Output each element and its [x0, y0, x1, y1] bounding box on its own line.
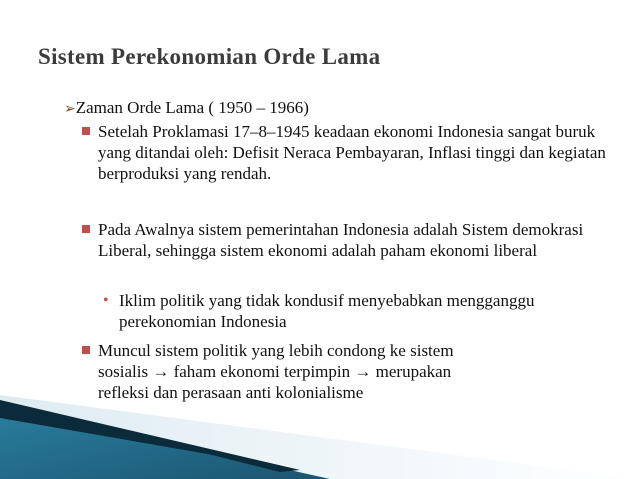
bullet-item-3 [82, 340, 612, 403]
bullet-line: faham ekonomi terpimpin [173, 362, 351, 381]
dot-bullet-icon: • [103, 292, 109, 309]
heading-text: Zaman Orde Lama ( 1950 – 1966) [75, 98, 309, 117]
bullet-line: merupakan [375, 362, 452, 381]
arrow-bullet-icon: ➢ [64, 102, 76, 117]
right-arrow-icon: → [354, 362, 372, 381]
bullet-line: refleksi dan perasaan anti kolonialisme [98, 383, 364, 402]
bullet-text [82, 340, 612, 403]
bullet-text: Setelah Proklamasi 17–8–1945 keadaan ekonomi Indonesia sangat buruk yang ditandai oleh: Defisit Neraca Pembayaran, Inflasi tinggi dan kegiatan berproduksi yang rendah. [98, 122, 606, 183]
bullet-item-1 [82, 121, 612, 184]
square-bullet-icon [82, 346, 90, 354]
square-bullet-icon [82, 127, 90, 135]
sub-bullet-item [103, 290, 583, 332]
bullet-text: Pada Awalnya sistem pemerintahan Indonesia adalah Sistem demokrasi Liberal, sehingga sistem ekonomi adalah paham ekonomi liberal [98, 220, 584, 260]
slide-title: Sistem Perekonomian Orde Lama [38, 44, 381, 69]
bullet-line: sosialis [98, 362, 149, 381]
bullet-line: Muncul sistem politik yang lebih condong ke sistem [98, 341, 454, 360]
bullet-item-2 [82, 219, 612, 261]
heading-item [64, 97, 309, 120]
sub-bullet-text: Iklim politik yang tidak kondusif menyebabkan mengganggu perekonomian Indonesia [119, 291, 535, 331]
right-arrow-icon: → [152, 362, 170, 381]
square-bullet-icon [82, 225, 90, 233]
